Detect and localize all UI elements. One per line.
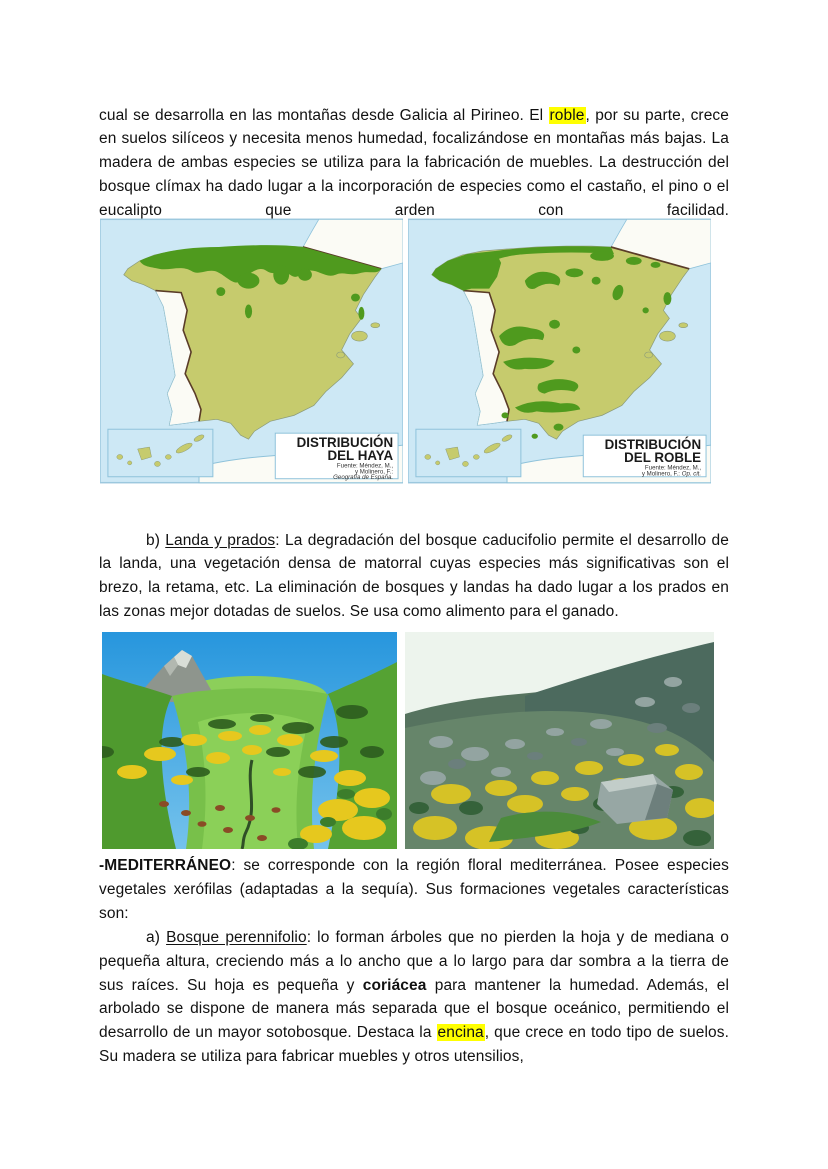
map-title-line2: DEL ROBLE	[624, 449, 702, 465]
canary-islands-inset	[416, 429, 521, 477]
paragraph-text: , que crece en todo tipo de suelos. Su madera se utiliza para fabricar muebles y otros utensilios,	[99, 1024, 730, 1066]
map-title-line2: DEL HAYA	[327, 447, 394, 463]
map-source-line2	[642, 470, 701, 477]
spain-map-roble-image	[408, 218, 711, 484]
mediterraneo-section	[0, 854, 828, 1069]
photos-row	[102, 632, 714, 849]
paragraph-text: cual se desarrolla en las montañas desde Galicia al Pirineo. El	[99, 106, 549, 124]
paragraph-landa-prados	[99, 529, 729, 625]
paragraph-text: : lo forman árboles que no pierden la hoja y de mediana o pequeña altura, creciendo más a lo ancho que a lo largo para dar sombra a la tierra de sus raíces. Su hoja es pequeña y	[99, 928, 729, 994]
landa-rocky-hillside-photo	[405, 632, 714, 849]
paragraph-roble	[99, 104, 729, 224]
paragraph-text: para mantener la humedad. Además, el arbolado se dispone de manera más separada que el bosque oceánico, permitiendo el desarrollo de un mayor sotobosque. Destaca la	[99, 976, 729, 1042]
underlined-bosque-perennifolio: Bosque perennifolio	[166, 928, 307, 946]
map-label-box-roble	[583, 435, 706, 477]
list-label-b: b)	[146, 531, 166, 549]
paragraph-bosque-perennifolio	[99, 926, 729, 1069]
map-title-line1: DISTRIBUCIÓN	[604, 437, 702, 453]
maps-row	[100, 218, 711, 484]
map-source-line3: Geografía de España.	[333, 474, 394, 482]
landa-valley-photo	[102, 632, 397, 849]
highlight-encina: encina	[437, 1024, 484, 1042]
map-source-line1: Fuente: Méndez, M.,	[644, 464, 702, 472]
map-source-line2: y Molinero, F.:	[354, 468, 394, 476]
underlined-landa-y-prados: Landa y prados	[165, 531, 276, 549]
map-distribucion-roble	[408, 218, 711, 484]
map-source-line1: Fuente: Méndez, M.,	[336, 462, 394, 470]
paragraph-text: : se corresponde con la región floral mediterránea. Posee especies vegetales xerófilas (adaptadas a la sequía). Sus formaciones vegetales características son:	[99, 857, 729, 922]
highlight-roble: roble	[549, 106, 585, 124]
map-distribucion-haya	[100, 218, 403, 484]
list-label-a: a)	[146, 928, 167, 946]
canary-islands-inset	[108, 429, 213, 477]
bold-mediterraneo: -MEDITERRÁNEO	[99, 857, 232, 874]
map-source-text: y Molinero, F.:	[641, 470, 682, 478]
map-label-box-haya	[275, 433, 398, 481]
spain-map-haya-image	[100, 218, 403, 484]
paragraph-mediterraneo	[99, 854, 729, 926]
paragraph-text: : La degradación del bosque caducifolio permite el desarrollo de la landa, una vegetación densa de matorral cuyas especies más significativas son el brezo, la retama, etc. La eliminación de bosques y landas ha dado lugar a los prados en las zonas mejor dotadas de suelos. Se usa como alimento para el ganado.	[99, 531, 729, 621]
map-source-opcit: Op. cit.	[681, 470, 702, 478]
paragraph-text: , por su parte, crece en suelos silíceos y necesita menos humedad, focalizándose en montañas más bajas. La madera de ambas especies se utiliza para la fabricación de muebles. La destrucción del bosque clímax ha dado lugar a la incorporación de especies como el castaño, el pino o el eucalipto que arden con facilidad.	[99, 106, 729, 220]
bold-coriacea: coriácea	[362, 976, 427, 994]
map-title-line1: DISTRIBUCIÓN	[296, 435, 394, 451]
